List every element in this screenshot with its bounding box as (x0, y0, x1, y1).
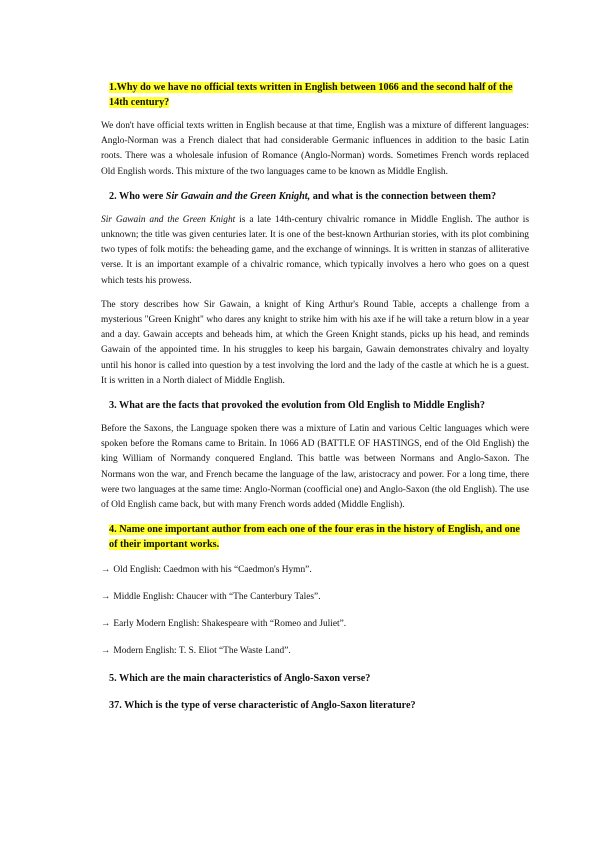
question-4-heading (101, 522, 529, 552)
question-4-highlight: 4. Name one important author from each one of the four eras in the history of English, and one of their important works. (109, 524, 520, 551)
list-item-modern-english (101, 644, 529, 659)
answer-2-paragraph-1 (101, 213, 529, 289)
list-item-early-modern-english (101, 617, 529, 632)
document-content (101, 80, 529, 713)
answer-2-italic-title: Sir Gawain and the Green Knight (101, 214, 236, 225)
answer-2-paragraph-2: The story describes how Sir Gawain, a knight of King Arthur's Round Table, accepts a challenge from a mysterious "Green Knight" who dares any knight to strike him with his axe if he will take a return blow in a year and a day. Gawain accepts and beheads him, at which the Green Knight stands, picks up his head, and reminds Gawain of the appointed time. In his struggles to keep his bargain, Gawain demonstrates chivalry and loyalty until his honor is called into question by a test involving the lord and the lady of the castle at which he is a guest. It is written in a North dialect of Middle English. (101, 299, 529, 386)
list-item-old-english (101, 563, 529, 578)
list-item-text: Modern English: T. S. Eliot “The Waste Land”. (113, 646, 291, 657)
arrow-right-icon: → (101, 592, 111, 603)
list-item-text: Old English: Caedmon with his “Caedmon's Hymn”. (113, 565, 312, 576)
list-item-middle-english (101, 590, 529, 605)
answer-3-paragraph: Before the Saxons, the Language spoken there was a mixture of Latin and various Celtic languages which were spoken before the Romans came to Britain. In 1066 AD (BATTLE OF HASTINGS, end of the Old English) the king William of Normandy conquered England. This battle was between Normans and Anglo-Saxon. The Normans won the war, and French became the language of the law, aristocracy and power. For a long time, there were two languages at the same time: Anglo-Norman (coofficial one) and Anglo-Saxon (the old English). The use of Old English came back, but with many French words added (Middle English). (101, 424, 529, 511)
list-item-text: Early Modern English: Shakespeare with “Romeo and Juliet”. (113, 619, 347, 630)
question-2-heading (101, 189, 529, 204)
list-item-text: Middle English: Chaucer with “The Canterbury Tales”. (113, 592, 321, 603)
arrow-right-icon: → (101, 646, 111, 657)
question-5-heading: 5. Which are the main characteristics of Anglo-Saxon verse? (109, 673, 371, 685)
question-37-heading: 37. Which is the type of verse characteristic of Anglo-Saxon literature? (109, 700, 416, 712)
question-1-highlight: 1.Why do we have no official texts written in English between 1066 and the second half of the 14th century? (109, 82, 513, 108)
arrow-right-icon: → (101, 565, 111, 576)
arrow-right-icon: → (101, 619, 111, 630)
question-1-heading (101, 80, 529, 110)
question-2-suffix: and what is the connection between them? (310, 190, 497, 202)
answer-1-paragraph: We don't have official texts written in English because at that time, English was a mixture of different languages: Anglo-Norman was a French dialect that had considerable Germanic influences in addition to the basic Latin roots. There was a wholesale infusion of Romance (Anglo-Norman) words. Sometimes French words replaced Old English words. This mixture of the two languages came to be known as Middle English. (101, 121, 529, 177)
question-3-heading: 3. What are the facts that provoked the evolution from Old English to Middle English? (109, 400, 485, 412)
question-2-prefix: 2. Who were (109, 190, 166, 202)
question-2-italic-title: Sir Gawain and the Green Knight, (165, 190, 311, 202)
answer-2-paragraph-1-text: is a late 14th-century chivalric romance in Middle English. The author is unknown; the title was given centuries later. It is one of the best-known Arthurian stories, with its plot combining two types of folk motifs: the beheading game, and the exchange of winnings. It is written in stanzas of alliterative verse. It is an important example of a chivalric romance, which typically involves a hero who goes on a quest which tests his prowess. (101, 214, 529, 286)
